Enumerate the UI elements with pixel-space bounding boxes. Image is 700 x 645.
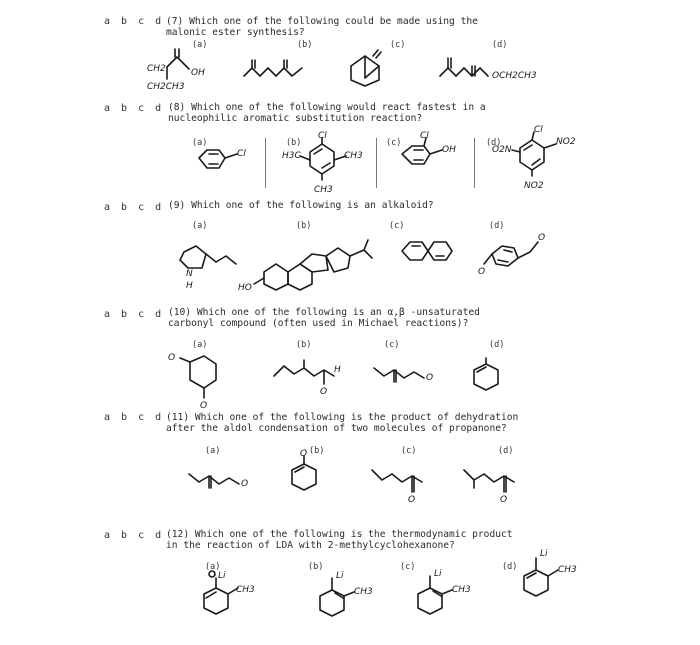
structure-11b [280, 450, 340, 500]
question-text-line-1: (10) Which one of the following is an α,β -unsaturated [168, 307, 480, 318]
structure-11c [368, 464, 448, 509]
option-d-label[interactable]: (d) [489, 340, 505, 350]
structure-label: O [200, 401, 208, 411]
structure-label: H [186, 281, 193, 291]
structure-label: OH [191, 68, 205, 78]
structure-7c [345, 48, 390, 88]
structure-7a [145, 45, 215, 95]
structure-label: Cl [237, 149, 246, 159]
structure-label: O [408, 495, 416, 505]
option-c-label[interactable]: (c) [389, 221, 405, 231]
structure-label: OH [442, 145, 456, 155]
option-b-label[interactable]: (b) [297, 40, 313, 50]
structure-11d [460, 464, 540, 509]
answer-choices[interactable]: a b c d [104, 412, 164, 423]
structure-label: CH2CH3 [147, 82, 185, 92]
question-text-line-2: in the reaction of LDA with 2-methylcyclohexanone? [166, 540, 455, 551]
structure-label: O [426, 373, 434, 383]
option-d-label[interactable]: (d) [489, 221, 505, 231]
option-b-label[interactable]: (b) [309, 446, 325, 456]
structure-label: Li [540, 549, 548, 559]
structure-label: O [300, 449, 308, 459]
structure-10d [462, 356, 522, 396]
question-text-line-1: (9) Which one of the following is an alkaloid? [168, 200, 434, 211]
structure-label: O [168, 353, 176, 363]
option-d-label[interactable]: (d) [492, 40, 508, 50]
structure-10a [166, 348, 236, 411]
structure-label: HO [238, 283, 252, 293]
structure-label: CH2 [147, 64, 166, 74]
structure-7d [438, 50, 578, 85]
structure-9d [478, 228, 558, 278]
option-c-label[interactable]: (c) [401, 446, 417, 456]
option-c-label[interactable]: (c) [390, 40, 406, 50]
structure-label: O [538, 233, 546, 243]
structure-8d [490, 122, 600, 192]
answer-choices[interactable]: a b c d [104, 16, 164, 27]
structure-label: CH3 [354, 587, 373, 597]
option-b-label[interactable]: (b) [286, 138, 302, 148]
structure-10b [270, 356, 370, 396]
structure-label: H [334, 365, 341, 375]
option-a-label[interactable]: (a) [192, 340, 208, 350]
option-c-label[interactable]: (c) [400, 562, 416, 572]
option-c-label[interactable]: (c) [384, 340, 400, 350]
structure-8b [278, 130, 378, 195]
answer-choices[interactable]: a b c d [104, 530, 164, 541]
question-text-line-2: malonic ester synthesis? [166, 27, 305, 38]
option-a-label[interactable]: (a) [192, 40, 208, 50]
question-text-line-2: carbonyl compound (often used in Michael reactions)? [168, 318, 469, 329]
option-a-label[interactable]: (a) [205, 446, 221, 456]
question-text-line-1: (11) Which one of the following is the product of dehydration [166, 412, 519, 423]
answer-choices[interactable]: a b c d [104, 309, 164, 320]
option-b-label[interactable]: (b) [308, 562, 324, 572]
option-d-label[interactable]: (d) [502, 562, 518, 572]
structure-12c [406, 562, 496, 626]
structure-9c [398, 236, 468, 266]
question-text-line-1: (7) Which one of the following could be made using the [166, 16, 478, 27]
structure-label: O2N [492, 145, 512, 155]
structure-label: OCH2CH3 [492, 71, 537, 81]
structure-8a [193, 140, 268, 180]
structure-label: CH3 [236, 585, 255, 595]
structure-label: O [320, 387, 328, 397]
structure-label: H3C [282, 151, 301, 161]
option-a-label[interactable]: (a) [192, 221, 208, 231]
structure-10c [370, 360, 450, 390]
structure-label: NO2 [524, 181, 544, 191]
structure-label: Li [218, 571, 226, 581]
structure-7b [242, 58, 317, 88]
structure-8c [392, 130, 482, 180]
structure-label: Cl [318, 131, 327, 141]
question-text-line-1: (8) Which one of the following would react fastest in a [168, 102, 486, 113]
structure-label: NO2 [556, 137, 576, 147]
structure-label: CH3 [452, 585, 471, 595]
option-b-label[interactable]: (b) [296, 221, 312, 231]
structure-label: O [241, 479, 249, 489]
structure-label: Cl [420, 131, 429, 141]
option-c-label[interactable]: (c) [386, 138, 402, 148]
question-text-line-1: (12) Which one of the following is the thermodynamic product [166, 529, 513, 540]
option-b-label[interactable]: (b) [296, 340, 312, 350]
structure-label: CH3 [314, 185, 333, 195]
structure-11a [185, 466, 265, 496]
option-d-label[interactable]: (d) [486, 138, 502, 148]
option-a-label[interactable]: (a) [192, 138, 208, 148]
structure-label: N [186, 269, 193, 279]
question-text-line-2: after the aldol condensation of two molecules of propanone? [166, 423, 507, 434]
structure-label: CH3 [558, 565, 577, 575]
structure-12d [512, 546, 592, 610]
structure-9b [228, 228, 398, 293]
structure-label: Li [336, 571, 344, 581]
structure-12a [192, 566, 272, 626]
option-d-label[interactable]: (d) [498, 446, 514, 456]
structure-label: Li [434, 569, 442, 579]
structure-label: O [478, 267, 486, 277]
structure-label: CH3 [344, 151, 363, 161]
answer-choices[interactable]: a b c d [104, 103, 164, 114]
structure-label: O [500, 495, 508, 505]
answer-choices[interactable]: a b c d [104, 202, 164, 213]
option-a-label[interactable]: (a) [205, 562, 221, 572]
structure-label: Cl [534, 125, 543, 135]
structure-12b [308, 566, 398, 626]
question-text-line-2: nucleophilic aromatic substitution reaction? [168, 113, 423, 124]
